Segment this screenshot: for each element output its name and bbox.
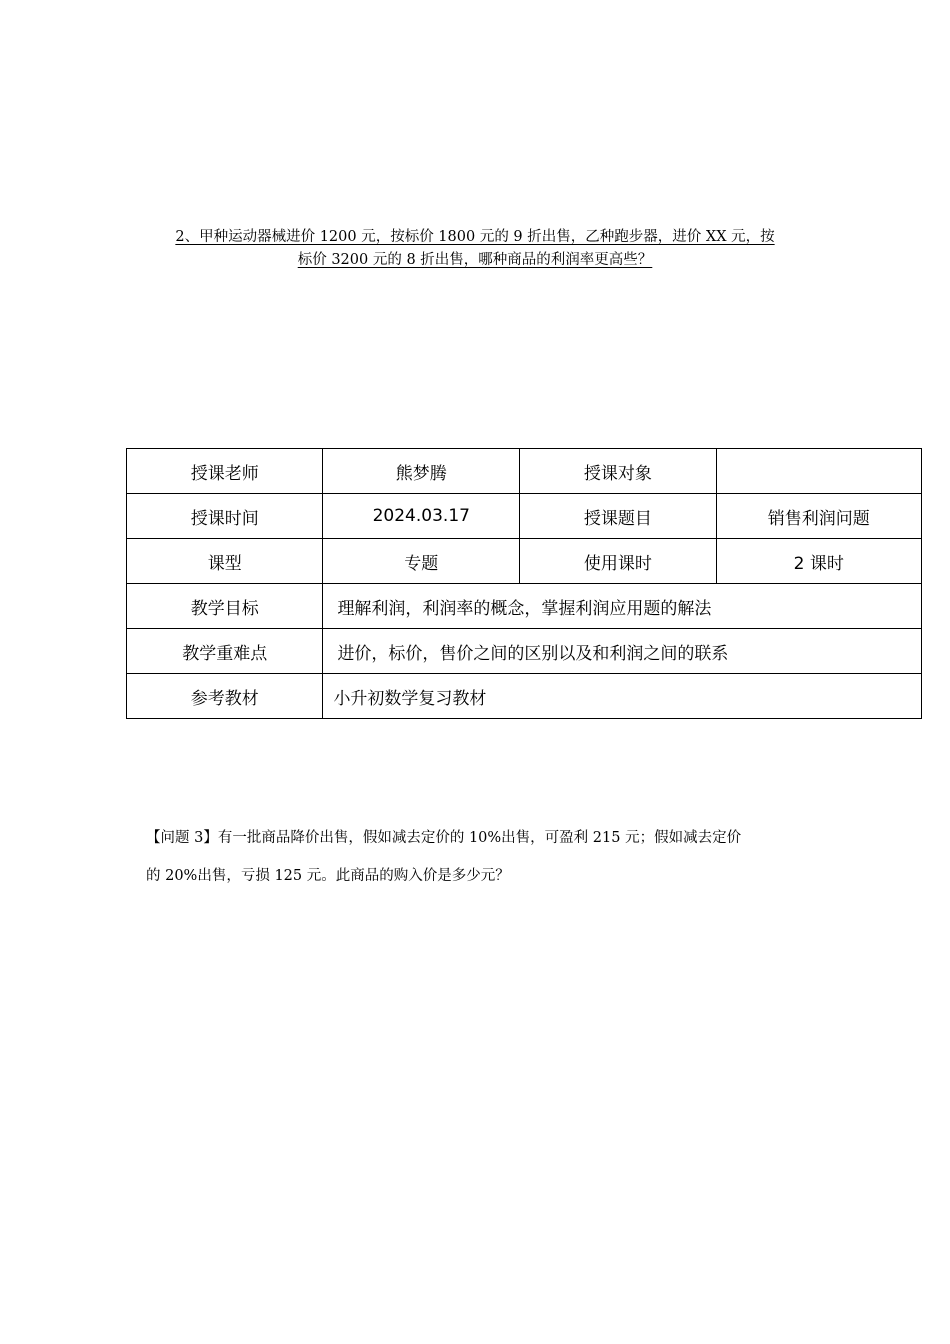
lesson-type-value: 专题 <box>323 539 520 584</box>
hours-value: 2 课时 <box>716 539 921 584</box>
objective-value: 理解利润，利润率的概念，掌握利润应用题的解法 <box>323 584 922 629</box>
table-row <box>127 584 922 629</box>
reference-label: 参考教材 <box>127 674 323 719</box>
topic-value: 销售利润问题 <box>716 494 921 539</box>
teacher-value: 熊梦腾 <box>323 449 520 494</box>
table-row <box>127 629 922 674</box>
key-points-label: 教学重难点 <box>127 629 323 674</box>
table-row <box>127 494 922 539</box>
hours-label: 使用课时 <box>520 539 716 584</box>
lesson-type-label: 课型 <box>127 539 323 584</box>
topic-label: 授课题目 <box>520 494 716 539</box>
audience-value <box>716 449 921 494</box>
table-row <box>127 539 922 584</box>
teacher-label: 授课老师 <box>127 449 323 494</box>
question-2-line-2: 标价 3200 元的 8 折出售，哪种商品的利润率更高些？ <box>297 252 653 268</box>
question-3-line-2: 的 20%出售，亏损 125 元。此商品的购入价是多少元？ <box>146 868 510 884</box>
table-row <box>127 449 922 494</box>
table-row <box>127 674 922 719</box>
objective-label: 教学目标 <box>127 584 323 629</box>
question-3 <box>146 819 826 895</box>
reference-value: 小升初数学复习教材 <box>323 674 922 719</box>
audience-label: 授课对象 <box>520 449 716 494</box>
time-label: 授课时间 <box>127 494 323 539</box>
key-points-value: 进价，标价，售价之间的区别以及和利润之间的联系 <box>323 629 922 674</box>
time-value: 2024.03.17 <box>323 494 520 539</box>
lesson-info-table <box>126 448 922 719</box>
question-2 <box>140 226 810 272</box>
question-2-line-1: 2、甲种运动器械进价 1200 元，按标价 1800 元的 9 折出售，乙种跑步器，进价 XX 元，按 <box>175 229 775 245</box>
question-3-line-1: 【问题 3】有一批商品降价出售，假如减去定价的 10%出售，可盈利 215 元；假如减去定价 <box>146 830 742 846</box>
